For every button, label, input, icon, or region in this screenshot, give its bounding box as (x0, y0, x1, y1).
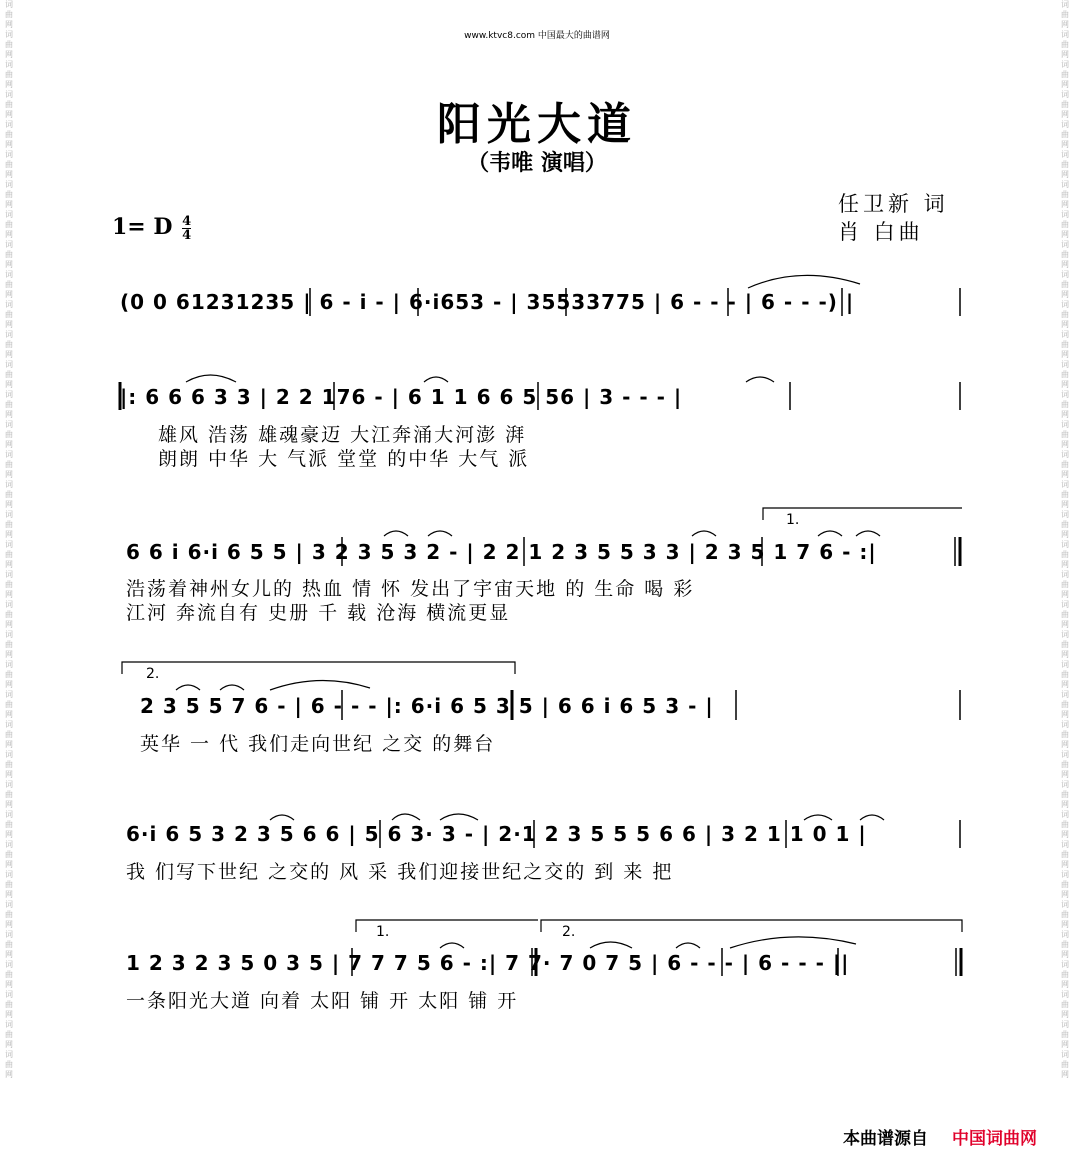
row3-notes: 6 6 i 6·i 6 5 5 | 3 2 3 5 3 2 - | 2 2 1 2 3 5 5 3 3 | 2 3 5 1 7 6 - :| (126, 540, 877, 564)
footer-site-link[interactable]: 中国词曲网 (952, 1129, 1037, 1149)
composer-credit: 肖 白曲 (838, 220, 924, 244)
right-watermark: 词曲网词曲网词曲网词曲网词曲网词曲网词曲网词曲网词曲网词曲网词曲网词曲网词曲网词曲网词曲网词曲网词曲网词曲网词曲网词曲网词曲网词曲网词曲网词曲网词曲网词曲网词曲网词曲网词曲网词曲网词曲网词曲网词曲网词曲网词曲网词曲网 (1061, 0, 1069, 1079)
time-bottom: 4 (182, 227, 192, 243)
lyricist-credit: 任卫新 词 (838, 192, 949, 216)
row1-notes: (0 0 61231235 | 6 - i - | 6·i653 - | 35533775 | 6 - - - | 6 - - -) | (120, 290, 855, 314)
song-subtitle: （韦唯 演唱） (467, 151, 607, 176)
row6-notes: 1 2 3 2 3 5 0 3 5 | 7 7 7 5 6 - :| 7 7· 7 0 7 5 | 6 - - - | 6 - - - || (126, 951, 850, 975)
row3-lyric2: 江河 奔流自有 史册 千 载 沧海 横流更显 (126, 602, 511, 624)
left-watermark: 词曲网词曲网词曲网词曲网词曲网词曲网词曲网词曲网词曲网词曲网词曲网词曲网词曲网词曲网词曲网词曲网词曲网词曲网词曲网词曲网词曲网词曲网词曲网词曲网词曲网词曲网词曲网词曲网词曲网词曲网词曲网词曲网词曲网词曲网词曲网词曲网 (5, 0, 13, 1079)
row4-notes: 2 3 5 5 7 6 - | 6 - - - |: 6·i 6 5 3 5 | 6 6 i 6 5 3 - | (140, 694, 714, 718)
row6-lyric1: 一条阳光大道 向着 太阳 铺 开 太阳 铺 开 (126, 990, 519, 1012)
row6-volta2 (541, 920, 962, 932)
row6-volta1-label: 1. (376, 924, 390, 940)
row3-slurs (384, 531, 880, 536)
row5-slurs (270, 814, 884, 820)
row1-tie (748, 275, 860, 288)
row6-volta2-label: 2. (562, 924, 576, 940)
site-header[interactable]: www.ktvc8.com 中国最大的曲谱网 (464, 31, 610, 41)
key-label: 1= D (112, 214, 173, 240)
row5-lyric1: 我 们写下世纪 之交的 风 采 我们迎接世纪之交的 到 来 把 (126, 861, 674, 883)
row2-lyric1: 雄风 浩荡 雄魂豪迈 大江奔涌大河澎 湃 (158, 424, 527, 446)
row4-lyric1: 英华 一 代 我们走向世纪 之交 的舞台 (140, 733, 496, 755)
row2-lyric2: 朗朗 中华 大 气派 堂堂 的中华 大气 派 (158, 448, 530, 470)
row5-notes: 6·i 6 5 3 2 3 5 6 6 | 5 6 3· 3 - | 2·1 2 3 5 5 5 6 6 | 3 2 1 1 0 1 | (126, 822, 867, 846)
time-top: 4 (182, 213, 192, 229)
row3-volta-label: 1. (786, 512, 800, 528)
row4-volta (122, 662, 515, 674)
row6-slurs (440, 937, 856, 948)
row3-lyric1: 浩荡着神州女儿的 热血 情 怀 发出了宇宙天地 的 生命 喝 彩 (126, 578, 695, 600)
footer-source-label: 本曲谱源自 (843, 1129, 928, 1149)
row4-volta-label: 2. (146, 666, 160, 682)
row4-slurs (176, 680, 370, 690)
song-title: 阳光大道 (437, 99, 637, 150)
row2-slurs (186, 375, 774, 382)
row2-notes: |: 6 6 6 3 3 | 2 2 176 - | 6 1 1 6 6 5 56 | 3 - - - | (120, 385, 683, 409)
